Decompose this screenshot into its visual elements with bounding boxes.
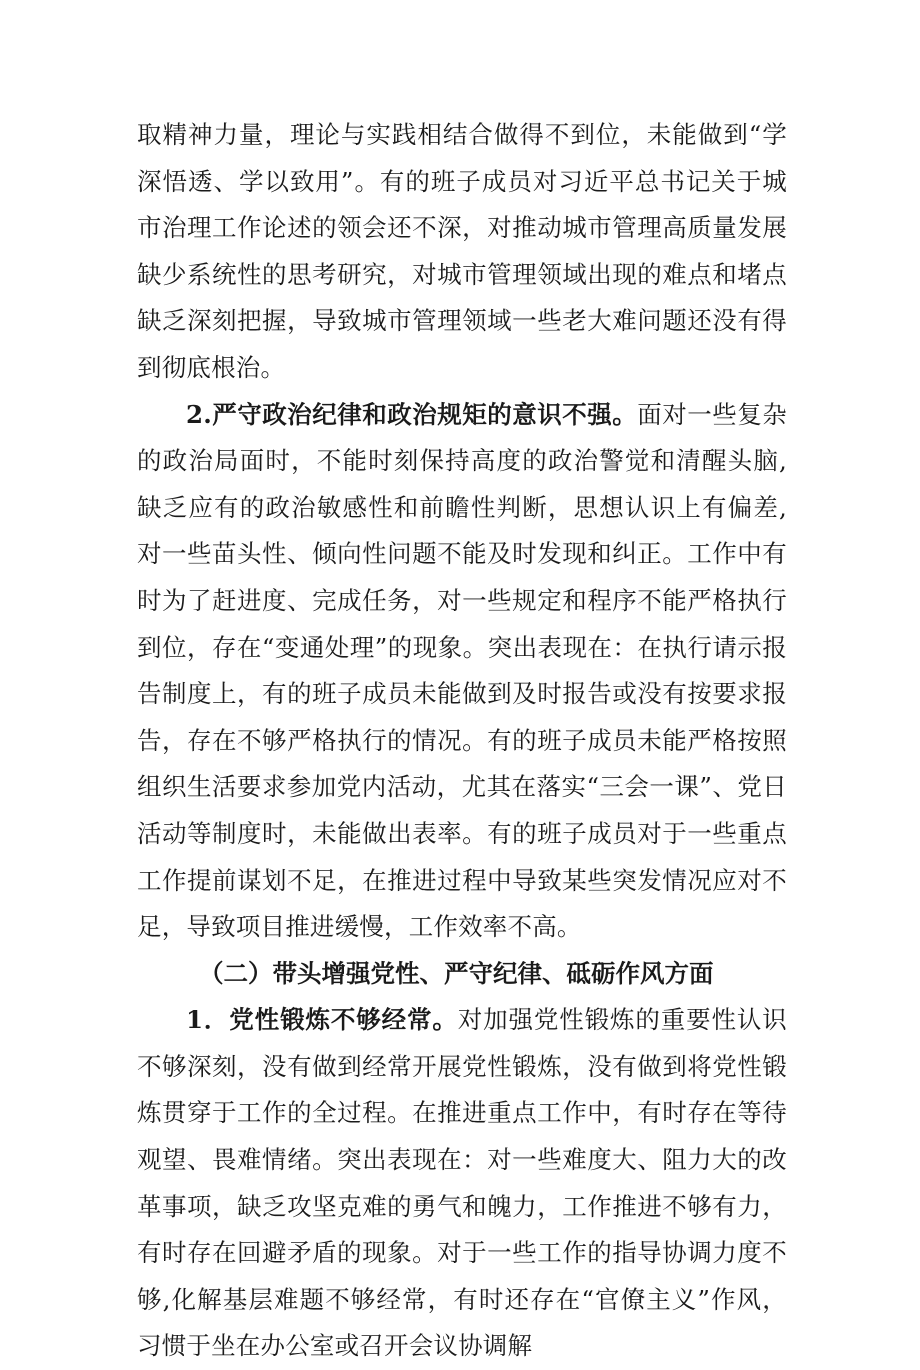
paragraph-3 [137,997,787,1370]
paragraph-3-text: 对加强党性锻炼的重要性认识不够深刻，没有做到经常开展党性锻炼，没有做到将党性锻炼贯穿于工作的全过程。在推进重点工作中，有时存在等待观望、畏难情绪。突出表现在：对一些难度大、阻力大的改革事项，缺乏攻坚克难的勇气和魄力，工作推进不够有力，有时存在回避矛盾的现象。对于一些工作的指导协调力度不够,化解基层难题不够经常，有时还存在“官僚主义”作风，习惯于坐在办公室或召开会议协调解 [137,1005,787,1361]
paragraph-1 [137,112,787,392]
section-heading: （二）带头增强党性、严守纪律、砥砺作风方面 [199,958,714,988]
paragraph-2-lead: 2.严守政治纪律和政治规矩的意识不强。 [186,399,638,429]
paragraph-3-lead: 1．党性锻炼不够经常。 [186,1005,458,1035]
paragraph-2 [137,392,787,951]
document-page [137,112,787,1370]
paragraph-2-text: 面对一些复杂的政治局面时，不能时刻保持高度的政治警觉和清醒头脑,缺乏应有的政治敏感性和前瞻性判断，思想认识上有偏差,对一些苗头性、倾向性问题不能及时发现和纠正。工作中有时为了赶进度、完成任务，对一些规定和程序不能严格执行到位，存在“变通处理”的现象。突出表现在：在执行请示报告制度上，有的班子成员未能做到及时报告或没有按要求报告，存在不够严格执行的情况。有的班子成员未能严格按照组织生活要求参加党内活动，尤其在落实“三会一课”、党日活动等制度时，未能做出表率。有的班子成员对于一些重点工作提前谋划不足，在推进过程中导致某些突发情况应对不足，导致项目推进缓慢，工作效率不高。 [137,399,788,942]
paragraph-1-text: 取精神力量，理论与实践相结合做得不到位，未能做到“学深悟透、学以致用”。有的班子成员对习近平总书记关于城市治理工作论述的领会还不深，对推动城市管理高质量发展缺少系统性的思考研究，对城市管理领域出现的难点和堵点缺乏深刻把握，导致城市管理领域一些老大难问题还没有得到彻底根治。 [137,120,787,382]
